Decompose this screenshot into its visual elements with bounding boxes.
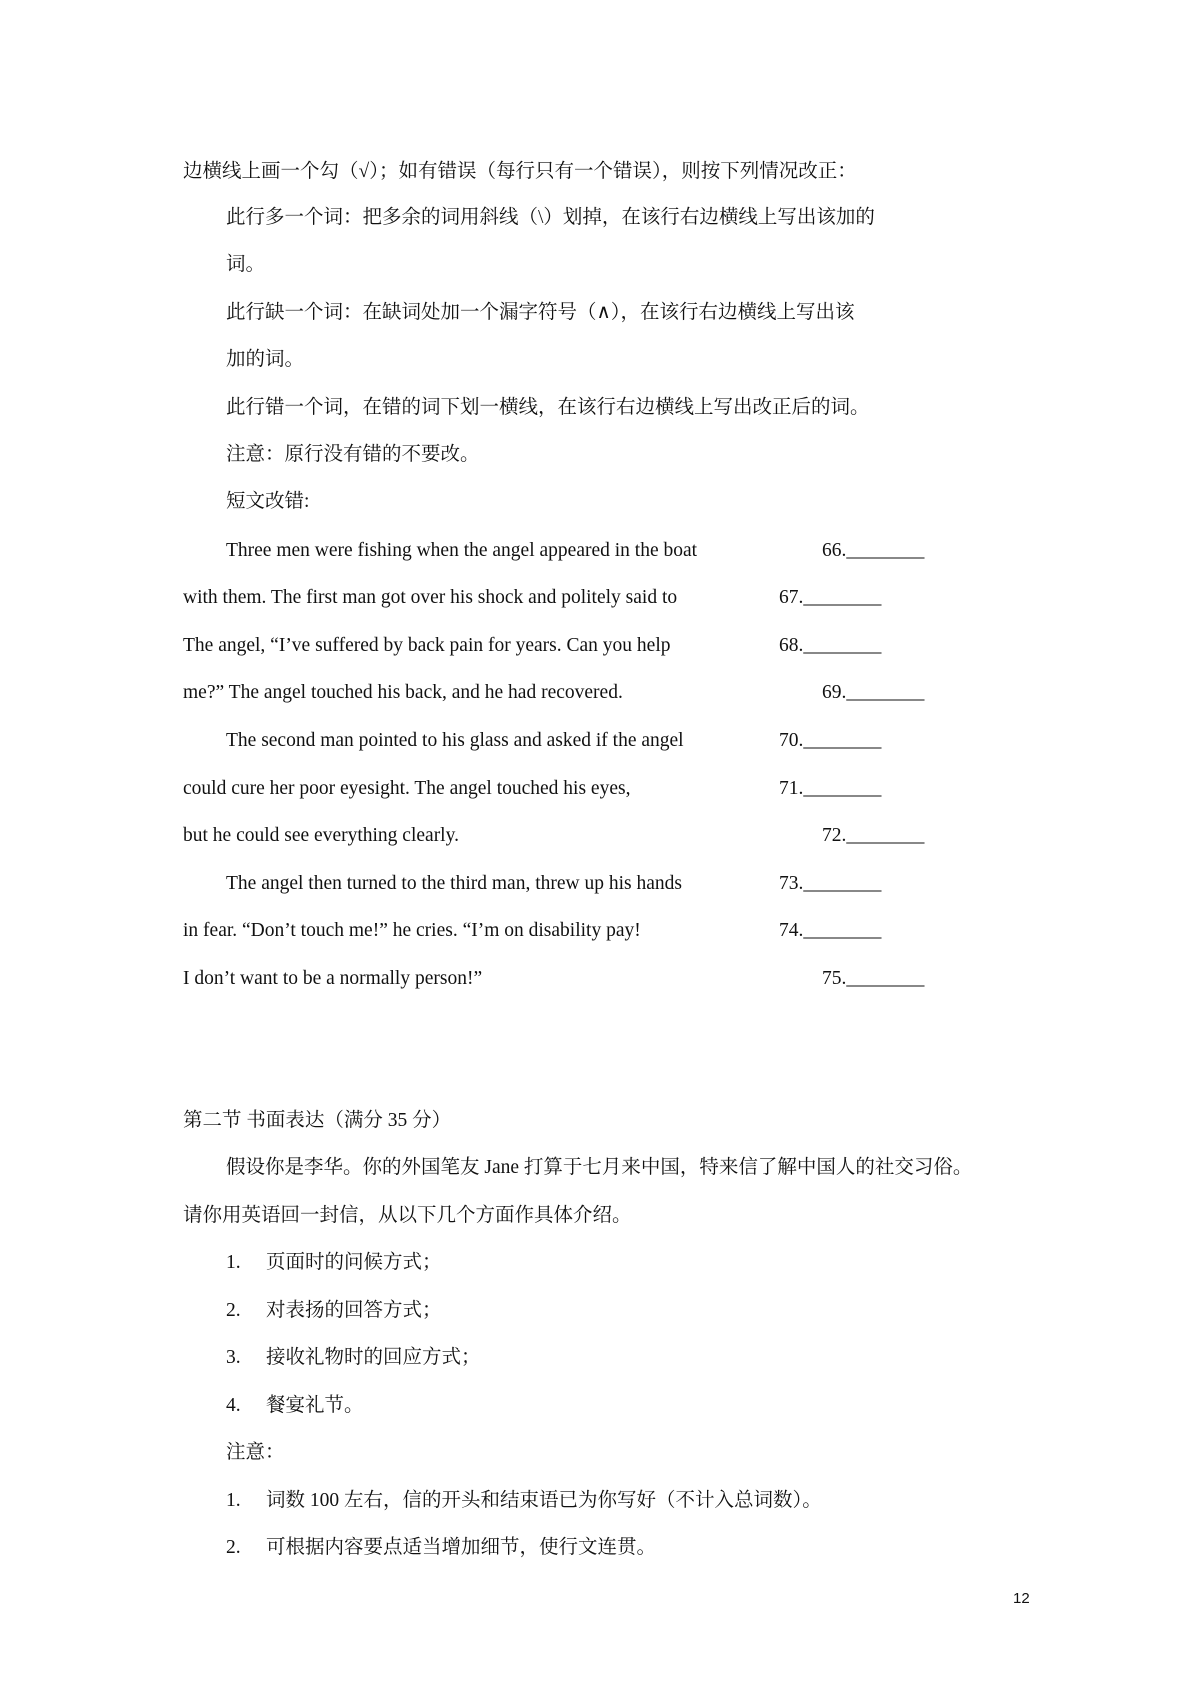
answer-blank[interactable]: 69.________ xyxy=(822,682,925,703)
answer-blank[interactable]: 67.________ xyxy=(779,587,882,608)
note-number: 2. xyxy=(226,1537,241,1558)
item-number: 2. xyxy=(226,1300,241,1321)
answer-blank[interactable]: 72.________ xyxy=(822,825,925,846)
answer-blank[interactable]: 71.________ xyxy=(779,778,882,799)
writing-item xyxy=(226,1396,364,1416)
notes-label: 注意： xyxy=(226,1442,285,1463)
item-number: 3. xyxy=(226,1347,241,1368)
section-heading: 短文改错: xyxy=(226,491,310,512)
writing-prompt-cont: 请你用英语回一封信，从以下几个方面作具体介绍。 xyxy=(183,1205,632,1226)
writing-item xyxy=(226,1253,442,1273)
answer-blank[interactable]: 66.________ xyxy=(822,540,925,561)
passage-line: with them. The first man got over his shock and politely said to xyxy=(183,587,678,608)
instruction-note: 注意：原行没有错的不要改。 xyxy=(226,444,480,465)
item-text: 页面时的问候方式； xyxy=(266,1252,442,1273)
note-item xyxy=(226,1491,822,1511)
passage-line: I don’t want to be a normally person!” xyxy=(183,968,483,989)
writing-prompt: 假设你是李华。你的外国笔友 Jane 打算于七月来中国，特来信了解中国人的社交习俗。 xyxy=(226,1157,973,1178)
page-number: 12 xyxy=(1013,1590,1030,1607)
instruction-missing-word: 此行缺一个词：在缺词处加一个漏字符号（∧），在该行右边横线上写出该 xyxy=(226,302,855,323)
passage-line: The angel, “I’ve suffered by back pain for years. Can you help xyxy=(183,635,671,656)
instruction-extra-word: 此行多一个词：把多余的词用斜线（\）划掉，在该行右边横线上写出该加的 xyxy=(226,207,875,228)
section-title: 第二节 书面表达（满分 35 分） xyxy=(183,1110,452,1131)
passage-line: The angel then turned to the third man, threw up his hands xyxy=(226,873,682,894)
item-number: 4. xyxy=(226,1395,241,1416)
instruction-missing-word-cont: 加的词。 xyxy=(226,349,305,370)
writing-item xyxy=(226,1301,442,1321)
passage-line: The second man pointed to his glass and asked if the angel xyxy=(226,730,684,751)
note-item xyxy=(226,1538,656,1558)
passage-line: in fear. “Don’t touch me!” he cries. “I’m on disability pay! xyxy=(183,920,641,941)
instruction-wrong-word: 此行错一个词，在错的词下划一横线，在该行右边横线上写出改正后的词。 xyxy=(226,397,870,418)
note-text: 词数 100 左右，信的开头和结束语已为你写好（不计入总词数）。 xyxy=(266,1490,822,1511)
item-text: 对表扬的回答方式； xyxy=(266,1300,442,1321)
item-text: 餐宴礼节。 xyxy=(266,1395,364,1416)
passage-line: but he could see everything clearly. xyxy=(183,825,459,846)
note-text: 可根据内容要点适当增加细节，使行文连贯。 xyxy=(266,1537,657,1558)
answer-blank[interactable]: 68.________ xyxy=(779,635,882,656)
answer-blank[interactable]: 73.________ xyxy=(779,873,882,894)
passage-line: me?” The angel touched his back, and he had recovered. xyxy=(183,682,623,703)
note-number: 1. xyxy=(226,1490,241,1511)
writing-item xyxy=(226,1348,481,1368)
answer-blank[interactable]: 74.________ xyxy=(779,920,882,941)
instruction-line: 边横线上画一个勾（√）；如有错误（每行只有一个错误），则按下列情况改正： xyxy=(183,161,857,182)
item-text: 接收礼物时的回应方式； xyxy=(266,1347,481,1368)
answer-blank[interactable]: 70.________ xyxy=(779,730,882,751)
instruction-extra-word-cont: 词。 xyxy=(226,254,266,275)
passage-line: could cure her poor eyesight. The angel touched his eyes, xyxy=(183,778,631,799)
answer-blank[interactable]: 75.________ xyxy=(822,968,925,989)
passage-line: Three men were fishing when the angel appeared in the boat xyxy=(226,540,698,561)
item-number: 1. xyxy=(226,1252,241,1273)
